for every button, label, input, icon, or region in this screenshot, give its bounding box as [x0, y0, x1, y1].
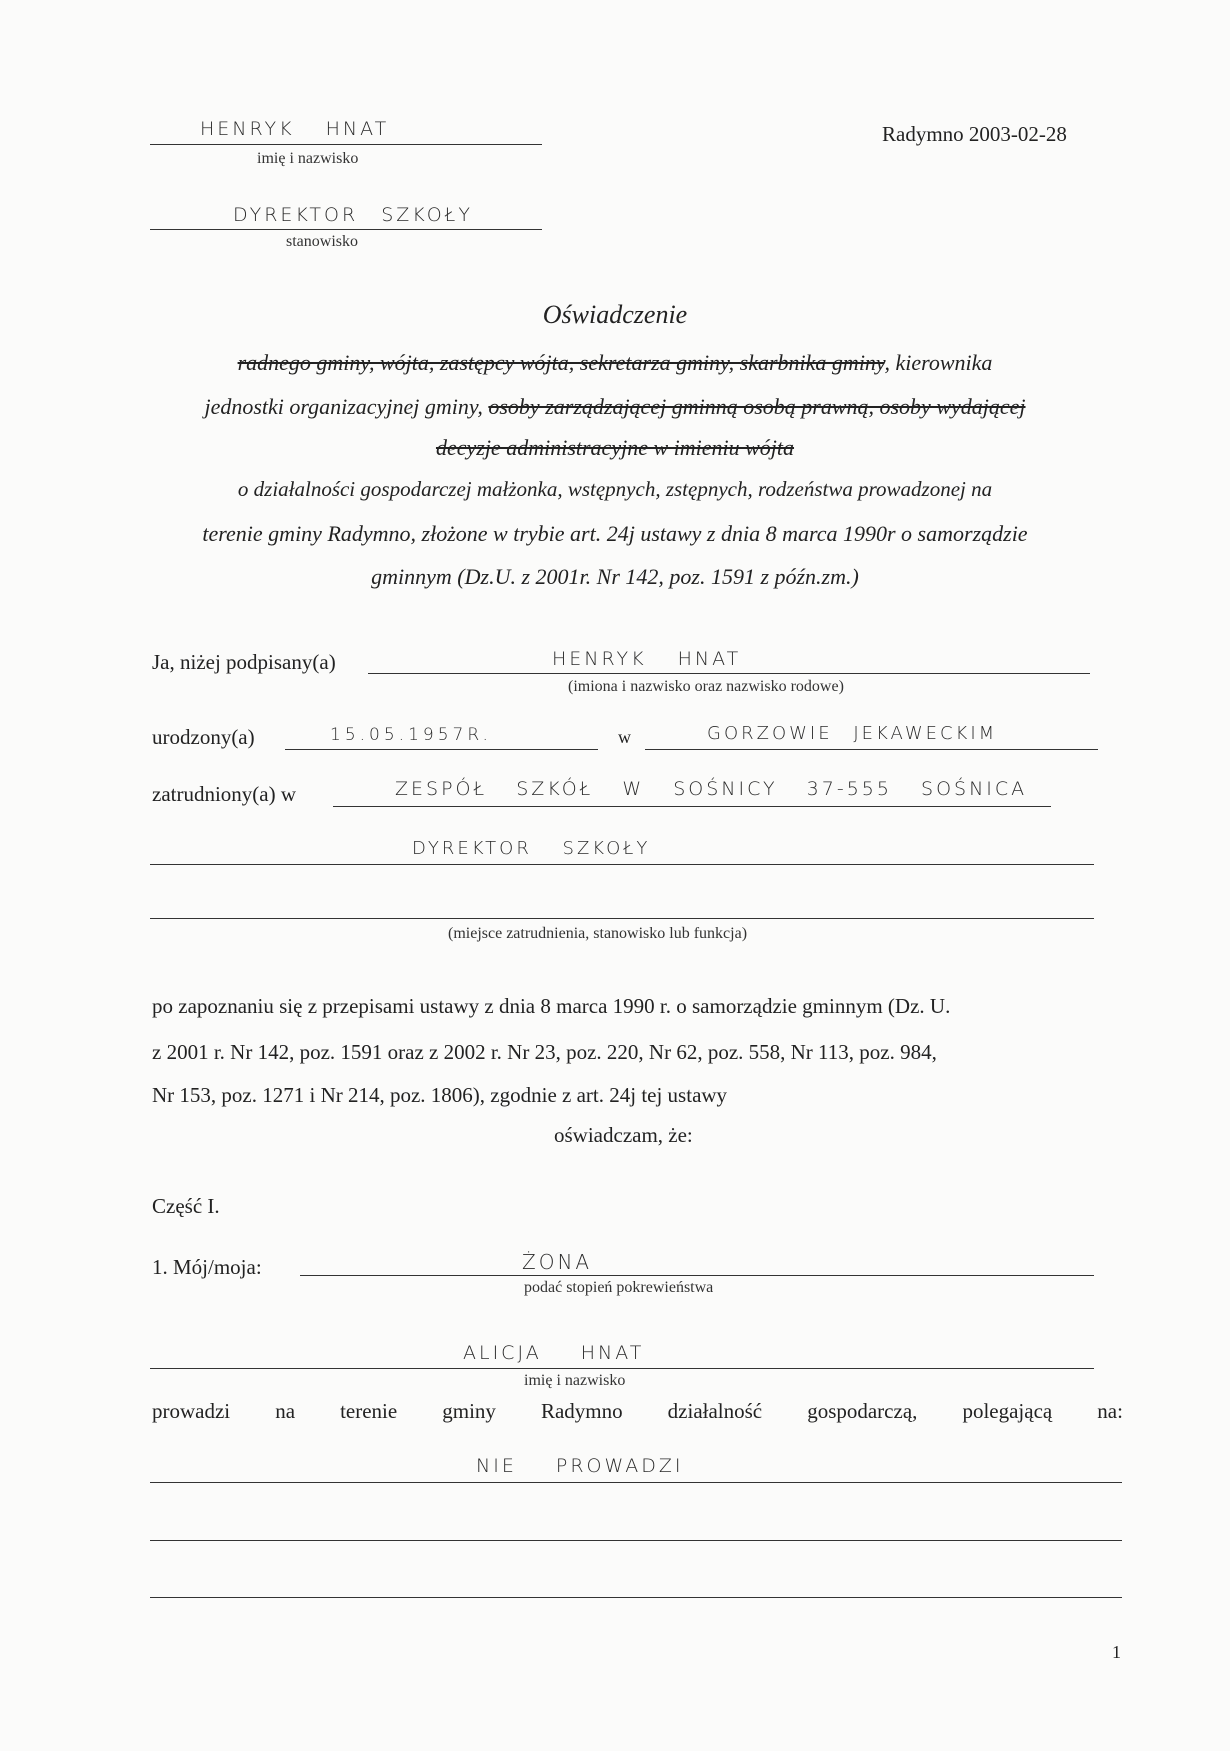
- business-word: na:: [1097, 1399, 1123, 1423]
- business-value: NIE PROWADZI: [476, 1455, 684, 1477]
- part1-heading: Część I.: [152, 1194, 220, 1218]
- business-sentence: [152, 1399, 1123, 1424]
- employment-extra-underline: [150, 918, 1094, 919]
- business-underline-2: [150, 1540, 1122, 1541]
- name-caption: imię i nazwisko: [257, 150, 359, 167]
- subtitle-line-5: terenie gminy Radymno, złożone w trybie art. 24j ustawy z dnia 8 marca 1990r o samorządzie: [202, 521, 1028, 546]
- statement-declare: oświadczam, że:: [554, 1123, 693, 1147]
- place-date: Radymno 2003-02-28: [882, 122, 1067, 146]
- subtitle-line-2: [0, 394, 1230, 420]
- statement-line-1: po zapoznaniu się z przepisami ustawy z dnia 8 marca 1990 r. o samorządzie gminnym (Dz. U.: [152, 994, 951, 1018]
- employed-label: zatrudniony(a) w: [152, 782, 297, 806]
- business-word: prowadzi: [152, 1399, 231, 1423]
- position-caption: stanowisko: [286, 233, 358, 250]
- document-title: Oświadczenie: [542, 300, 688, 329]
- position-underline: [150, 229, 542, 230]
- relative-name-underline: [150, 1368, 1094, 1369]
- struck-officials: radnego gminy, wójta, zastępcy wójta, sekretarza gminy, skarbnika gminy: [237, 350, 885, 375]
- position-value: DYREKTOR SZKOŁY: [233, 204, 473, 226]
- struck-decisions: decyzje administracyjne w imieniu wójta: [435, 435, 795, 460]
- relative-caption: imię i nazwisko: [524, 1372, 626, 1389]
- born-place: GORZOWIE JEKAWECKIM: [707, 723, 998, 744]
- relative-name: ALICJA HNAT: [463, 1342, 645, 1364]
- born-in-label: w: [618, 727, 631, 747]
- signed-value: HENRYK HNAT: [552, 648, 742, 670]
- business-word: na: [275, 1399, 296, 1423]
- subtitle-line-1: [0, 350, 1230, 376]
- born-place-underline: [645, 749, 1098, 750]
- statement-line-3: Nr 153, poz. 1271 i Nr 214, poz. 1806), zgodnie z art. 24j tej ustawy: [152, 1083, 728, 1107]
- business-word: działalność: [667, 1399, 763, 1423]
- employed-position: DYREKTOR SZKOŁY: [412, 838, 651, 859]
- employed-value: ZESPÓŁ SZKÓŁ W SOŚNICY 37-555 SOŚNICA: [395, 778, 1028, 800]
- relation-label: 1. Mój/moja:: [152, 1255, 262, 1279]
- employment-caption: (miejsce zatrudnienia, stanowisko lub funkcja): [448, 925, 748, 942]
- business-word: gospodarczą,: [807, 1399, 918, 1423]
- subtitle-line-2-normal: jednostki organizacyjnej gminy,: [204, 394, 489, 419]
- relation-value: ŻONA: [522, 1250, 593, 1274]
- signed-label: Ja, niżej podpisany(a): [152, 650, 336, 674]
- business-word: Radymno: [540, 1399, 623, 1423]
- business-underline-1: [150, 1482, 1122, 1483]
- employed-underline: [333, 806, 1051, 807]
- signed-caption: (imiona i nazwisko oraz nazwisko rodowe): [568, 678, 844, 695]
- business-word: gminy: [442, 1399, 496, 1423]
- born-date: 15.05.1957R.: [330, 725, 492, 745]
- name-underline: [150, 144, 542, 145]
- business-word: polegającą: [962, 1399, 1053, 1423]
- statement-line-2: z 2001 r. Nr 142, poz. 1591 oraz z 2002 r. Nr 23, poz. 220, Nr 62, poz. 558, Nr 113, poz. 984,: [152, 1040, 937, 1064]
- name-value: HENRYK HNAT: [200, 118, 390, 140]
- subtitle-line-4: o działalności gospodarczej małżonka, wstępnych, zstępnych, rodzeństwa prowadzonej na: [237, 477, 993, 501]
- page-number: 1: [1112, 1642, 1121, 1662]
- subtitle-line-1-rest: , kierownika: [884, 350, 993, 375]
- business-word: terenie: [340, 1399, 398, 1423]
- position-line-underline: [150, 864, 1094, 865]
- born-date-underline: [285, 749, 598, 750]
- struck-managers: osoby zarządzającej gminną osobą prawną, osoby wydającej: [488, 394, 1026, 419]
- signed-underline: [368, 673, 1090, 674]
- born-label: urodzony(a): [152, 725, 255, 749]
- relation-caption: podać stopień pokrewieństwa: [524, 1279, 714, 1296]
- subtitle-line-3: [0, 435, 1230, 461]
- business-underline-3: [150, 1597, 1122, 1598]
- relation-underline: [300, 1275, 1094, 1276]
- subtitle-line-6: gminnym (Dz.U. z 2001r. Nr 142, poz. 1591 z późn.zm.): [371, 564, 859, 589]
